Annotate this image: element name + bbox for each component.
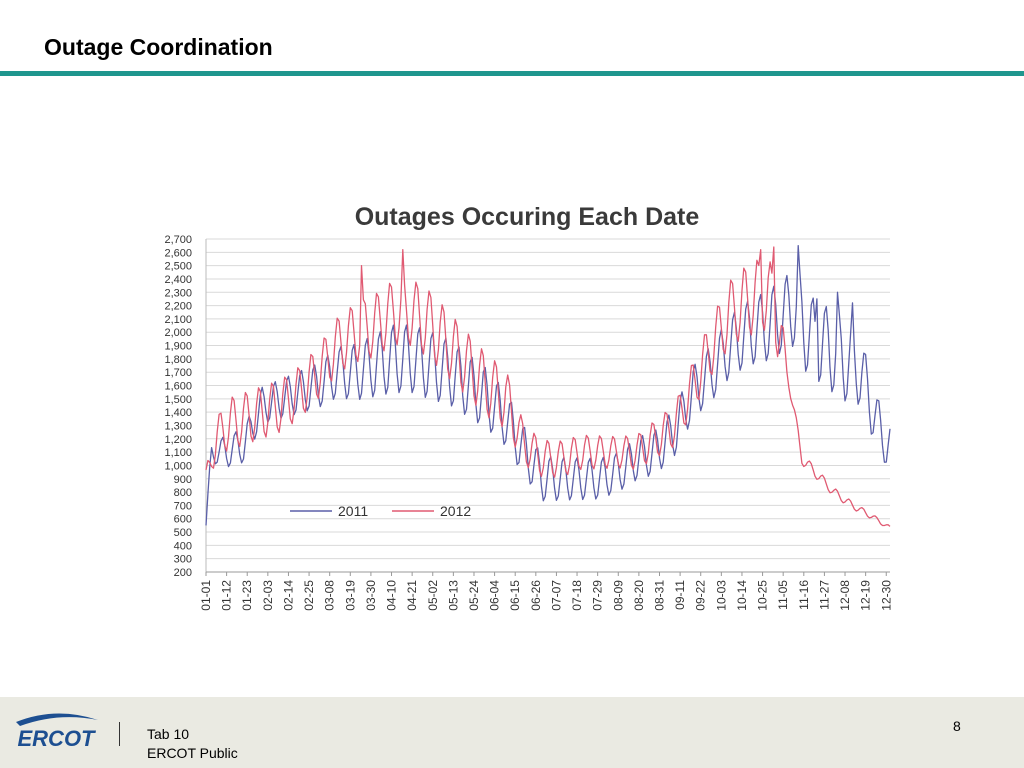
y-tick-label: 1,700: [164, 367, 192, 380]
x-tick-label: 01-01: [199, 580, 213, 611]
y-tick-label: 600: [173, 513, 192, 526]
x-tick-label: 06-04: [487, 580, 502, 611]
y-tick-label: 1,100: [164, 447, 192, 460]
x-tick-label: 10-03: [714, 580, 729, 611]
x-tick-label: 05-13: [446, 580, 461, 611]
legend-label-2011: 2011: [338, 503, 369, 519]
y-tick-label: 900: [173, 473, 192, 486]
x-tick-label: 07-18: [570, 580, 585, 611]
x-tick-label: 12-19: [858, 580, 873, 611]
ercot-logo: [10, 708, 104, 754]
y-tick-label: 1,400: [164, 407, 192, 420]
x-tick-label: 07-29: [590, 580, 605, 611]
y-tick-label: 500: [173, 527, 192, 540]
y-tick-label: 1,000: [164, 460, 192, 473]
y-tick-label: 2,400: [164, 273, 192, 286]
y-tick-label: 2,200: [164, 300, 192, 313]
x-tick-label: 10-25: [755, 580, 770, 611]
y-tick-label: 1,300: [164, 420, 192, 433]
x-tick-label: 12-08: [838, 580, 853, 611]
x-tick-label: 01-12: [219, 580, 234, 611]
legend-label-2012: 2012: [440, 503, 472, 519]
y-tick-label: 700: [173, 500, 192, 513]
x-tick-label: 02-14: [281, 580, 296, 611]
x-tick-label: 06-15: [508, 580, 523, 611]
y-tick-label: 2,100: [164, 313, 192, 326]
x-tick-label: 12-30: [879, 580, 894, 611]
page-number: 8: [953, 718, 961, 734]
x-tick-label: 11-05: [776, 580, 791, 610]
y-tick-label: 200: [173, 567, 192, 579]
y-tick-label: 800: [173, 487, 192, 500]
x-tick-label: 08-20: [631, 580, 646, 611]
y-tick-label: 400: [173, 540, 192, 553]
y-tick-label: 1,200: [164, 433, 192, 446]
y-tick-label: 1,900: [164, 340, 192, 353]
x-tick-label: 05-02: [425, 580, 440, 611]
x-tick-label: 08-31: [652, 580, 667, 611]
footer-divider: [119, 722, 120, 746]
y-tick-label: 300: [173, 553, 192, 566]
x-tick-label: 11-16: [796, 580, 811, 610]
x-tick-label: 01-23: [240, 580, 255, 611]
logo-swoosh: [16, 713, 98, 726]
y-tick-label: 1,600: [164, 380, 192, 393]
y-tick-label: 1,800: [164, 353, 192, 366]
chart-title: Outages Occuring Each Date: [354, 203, 700, 231]
slide-title: Outage Coordination: [44, 34, 273, 60]
x-tick-label: 09-11: [673, 580, 688, 610]
logo-wordmark: ERCOT: [17, 726, 95, 751]
x-tick-label: 05-24: [466, 580, 481, 611]
x-tick-label: 03-08: [322, 580, 337, 611]
footer-tab-label: Tab 10: [147, 726, 190, 742]
x-tick-label: 07-07: [549, 580, 564, 611]
x-tick-label: 08-09: [611, 580, 626, 611]
x-tick-label: 03-30: [363, 580, 378, 611]
x-tick-label: 02-03: [260, 580, 275, 611]
x-tick-label: 09-22: [693, 580, 708, 611]
y-tick-label: 2,600: [164, 247, 192, 260]
y-tick-label: 1,500: [164, 393, 192, 406]
x-tick-label: 04-10: [384, 580, 399, 611]
x-tick-label: 10-14: [734, 580, 749, 611]
x-tick-label: 11-27: [817, 580, 832, 610]
y-tick-label: 2,700: [164, 234, 192, 246]
x-tick-label: 06-26: [528, 580, 543, 611]
x-tick-label: 02-25: [302, 580, 317, 611]
y-tick-label: 2,500: [164, 260, 192, 273]
footer-classification: ERCOT Public: [147, 745, 238, 761]
x-tick-label: 03-19: [343, 580, 358, 611]
y-tick-label: 2,000: [164, 327, 192, 340]
x-tick-label: 04-21: [405, 580, 420, 611]
y-tick-label: 2,300: [164, 287, 192, 300]
